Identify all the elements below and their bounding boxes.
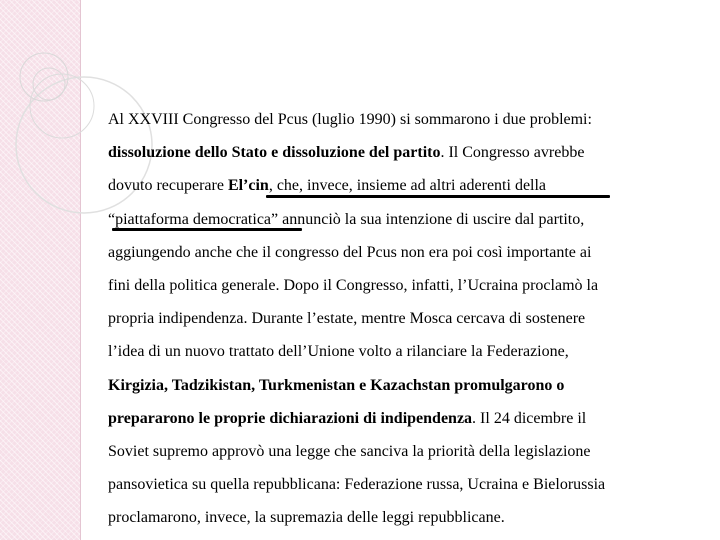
text-line	[108, 302, 698, 335]
text-line	[108, 501, 698, 534]
decor-circle-medium	[30, 74, 94, 138]
text-line	[108, 402, 698, 435]
text-segment: pansovietica su quella repubblicana: Federazione russa, Ucraina e Bielorussia	[108, 476, 606, 494]
text-line	[108, 369, 698, 402]
text-segment: Al XXVIII Congresso del Pcus (luglio 1990) si sommarono i due problemi:	[108, 111, 592, 128]
bold-text-segment: El’cin	[227, 177, 269, 195]
text-segment: . Il Congresso avrebbe	[440, 144, 585, 162]
text-line	[108, 335, 698, 368]
annotation-underline-elcin	[266, 195, 610, 198]
bold-text-segment: Kirgizia, Tadzikistan, Turkmenistan e Kazachstan promulgarono o	[108, 376, 565, 394]
text-segment: proclamarono, invece, la supremazia delle leggi repubblicane.	[108, 509, 505, 527]
text-segment: . Il 24 dicembre il	[472, 409, 587, 427]
text-line	[108, 269, 698, 302]
decor-circle-small-inner	[33, 68, 65, 100]
decor-circle-small	[20, 53, 68, 101]
text-line	[108, 435, 698, 468]
text-line	[108, 468, 698, 501]
annotation-underline-piattaforma	[112, 228, 302, 231]
text-segment: dovuto recuperare	[108, 177, 228, 195]
text-segment: “piattaforma democratica” annunciò la sua intenzione di uscire dal partito,	[108, 210, 585, 228]
text-segment: fini della politica generale. Dopo il Congresso, infatti, l’Ucraina proclamò la	[108, 276, 599, 294]
text-line	[108, 103, 698, 136]
text-line	[108, 236, 698, 269]
text-segment: , che, invece, insieme ad altri aderenti della	[268, 177, 547, 195]
slide-body-text	[108, 103, 698, 534]
text-line	[108, 136, 698, 169]
text-segment: aggiungendo anche che il congresso del Pcus non era poi così importante ai	[108, 243, 592, 261]
bold-text-segment: prepararono le proprie dichiarazioni di indipendenza	[108, 409, 473, 427]
text-segment: Soviet supremo approvò una legge che sanciva la priorità della legislazione	[108, 442, 591, 460]
text-segment: l’idea di un nuovo trattato dell’Unione volto a rilanciare la Federazione,	[108, 343, 569, 361]
bold-text-segment: dissoluzione dello Stato e dissoluzione del partito	[108, 144, 441, 162]
text-segment: propria indipendenza. Durante l’estate, mentre Mosca cercava di sostenere	[108, 310, 586, 328]
